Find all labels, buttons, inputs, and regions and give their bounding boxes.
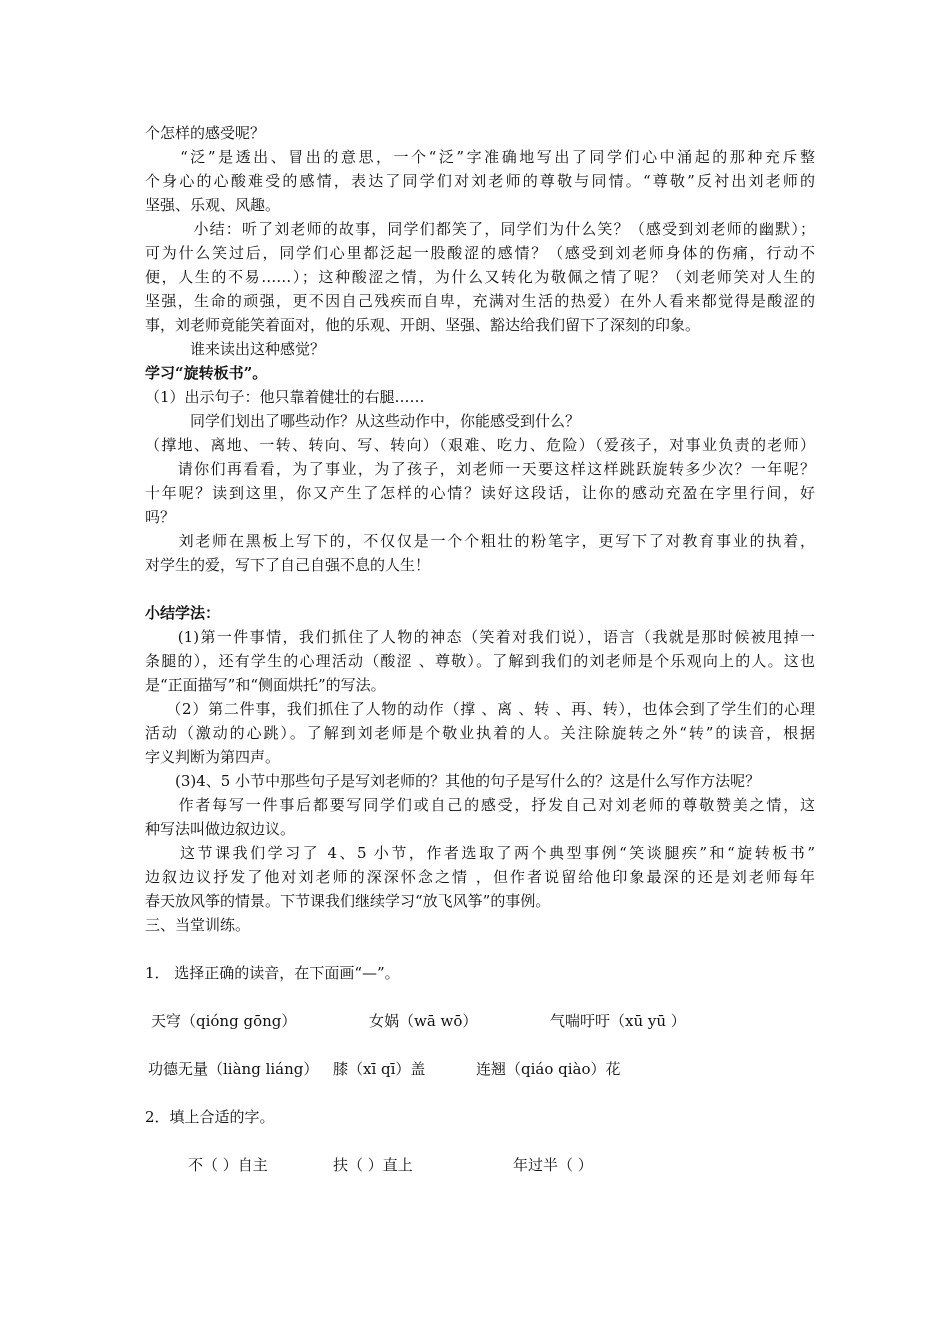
text-line: 条腿的），还有学生的心理活动（酸涩 、尊敬）。了解到我们的刘老师是个乐观向上的人。这也 (145, 652, 815, 670)
answer-line: （撑地、离地、一转、转向、写、转向）（艰难、吃力、危险）（爱孩子，对事业负责的老师） (145, 436, 815, 454)
pinyin-item: 功德无量（liàng liáng） (148, 1060, 319, 1078)
board-paragraph-6 (145, 529, 815, 577)
text-line: 字义判断为第四声。 (145, 748, 281, 766)
section-heading-exercise: 三、当堂训练。 (145, 916, 251, 934)
summary-paragraph-1 (145, 625, 815, 697)
fill-in-item: 不（ ）自主 (188, 1156, 268, 1174)
analysis-paragraph-2 (145, 145, 815, 217)
text-line: 事，刘老师竟能笑着面对，他的乐观、开朗、坚强、豁达给我们留下了深刻的印象。 (145, 316, 701, 334)
text-line: 个怎样的感受呢？ (145, 124, 266, 142)
document-body (145, 121, 815, 1177)
pinyin-item: 膝（xī qī）盖 (333, 1060, 426, 1078)
blank-line (145, 985, 815, 1009)
analysis-paragraph-4 (145, 337, 815, 361)
text-line: 刘老师在黑板上写下的，不仅仅是一个个粗壮的粉笔字，更写下了对教育事业的执着， (145, 532, 815, 550)
text-line: “泛”是透出、冒出的意思，一个“泛”字准确地写出了同学们心中涌起的那种充斥整 (145, 148, 815, 166)
pinyin-item: 气喘吁吁（xū yū ） (550, 1012, 686, 1030)
text-line: 可为什么笑过后，同学们心里都泛起一股酸涩的感情？（感受到刘老师身体的伤痛，行动不 (145, 244, 815, 262)
text-line: 是“正面描写”和“侧面烘托”的写法。 (145, 676, 386, 694)
section-heading-board: 学习“旋转板书”。 (145, 364, 268, 382)
pinyin-item: 天穹（qióng gōng） (151, 1012, 297, 1030)
pinyin-options-row-1 (145, 1009, 815, 1033)
analysis-paragraph-3 (145, 217, 815, 337)
section-heading-summary: 小结学法： (145, 604, 221, 622)
text-line: (3)4、5 小节中那些句子是写刘老师的？其他的句子是写什么的？这是什么写作方法呢？ (145, 772, 761, 790)
text-line: 作者每写一件事后都要写同学们或自己的感受，抒发自己对刘老师的尊敬赞美之情，这 (145, 796, 815, 814)
text-line: (1)第一件事情，我们抓住了人物的神态（笑着对我们说），语言（我就是那时候被甩掉一 (145, 628, 815, 646)
pinyin-options-row-2 (145, 1057, 815, 1081)
text-line: 春天放风筝的情景。下节课我们继续学习“放飞风筝”的事例。 (145, 892, 551, 910)
pinyin-item: 连翘（qiáo qiào）花 (476, 1060, 621, 1078)
text-line: 活动（激动的心跳）。了解到刘老师是个敬业执着的人。关注除旋转之外“转”的读音，根据 (145, 724, 815, 742)
text-line: 谁来读出这种感觉？ (145, 340, 326, 358)
summary-paragraph-3 (145, 769, 815, 793)
blank-line (145, 937, 815, 961)
summary-paragraph-5 (145, 841, 815, 913)
text-line: 请你们再看看，为了事业，为了孩子，刘老师一天要这样这样跳跃旋转多少次？一年呢？ (145, 460, 815, 478)
question-line: （1）出示句子：他只靠着健壮的右腿…… (145, 388, 425, 406)
text-line: 对学生的爱，写下了自己自强不息的人生！ (145, 556, 431, 574)
blank-line (145, 577, 815, 601)
text-line: 便，人生的不易……）；这种酸涩之情，为什么又转化为敬佩之情了呢？（刘老师笑对人生的 (145, 268, 815, 286)
pinyin-item: 女娲（wā wō） (369, 1012, 478, 1030)
text-line: 坚强，生命的顽强，更不因自己残疾而自卑，充满对生活的热爱）在外人看来都觉得是酸涩的 (145, 292, 815, 310)
text-line: 个身心的心酸难受的感情，表达了同学们对刘老师的尊敬与同情。“尊敬”反衬出刘老师的 (145, 172, 815, 190)
text-line: 吗？ (145, 508, 176, 526)
text-line: （2）第二件事，我们抓住了人物的动作（撑 、离 、转 、再、转），也体会到了学生们的心理 (145, 700, 815, 718)
exercise-question-1: 1． 选择正确的读音，在下面画“—”。 (145, 964, 400, 982)
text-line: 十年呢？读到这里，你又产生了怎样的心情？读好这段话，让你的感动充盈在字里行间，好 (145, 484, 815, 502)
text-line: 小结：听了刘老师的故事，同学们都笑了，同学们为什么笑？（感受到刘老师的幽默）； (145, 220, 815, 238)
text-line: 坚强、乐观、风趣。 (145, 196, 281, 214)
blank-line (145, 1081, 815, 1105)
board-paragraph-5 (145, 457, 815, 529)
summary-paragraph-2 (145, 697, 815, 769)
fill-in-row (145, 1153, 815, 1177)
question-line: 同学们划出了哪些动作？从这些动作中，你能感受到什么？ (145, 412, 581, 430)
blank-line (145, 1033, 815, 1057)
fill-in-item: 年过半（ ） (513, 1156, 593, 1174)
analysis-paragraph-1 (145, 121, 815, 145)
text-line: 这节课我们学习了 4、5 小节，作者选取了两个典型事例“笑谈腿疾”和“旋转板书” (145, 844, 815, 862)
text-line: 种写法叫做边叙边议。 (145, 820, 296, 838)
summary-paragraph-4 (145, 793, 815, 841)
fill-in-item: 扶（ ）直上 (333, 1156, 413, 1174)
text-line: 边叙边议抒发了他对刘老师的深深怀念之情 ，但作者说留给他印象最深的还是刘老师每年 (145, 868, 815, 886)
exercise-question-2: 2．填上合适的字。 (145, 1108, 275, 1126)
blank-line (145, 1129, 815, 1153)
